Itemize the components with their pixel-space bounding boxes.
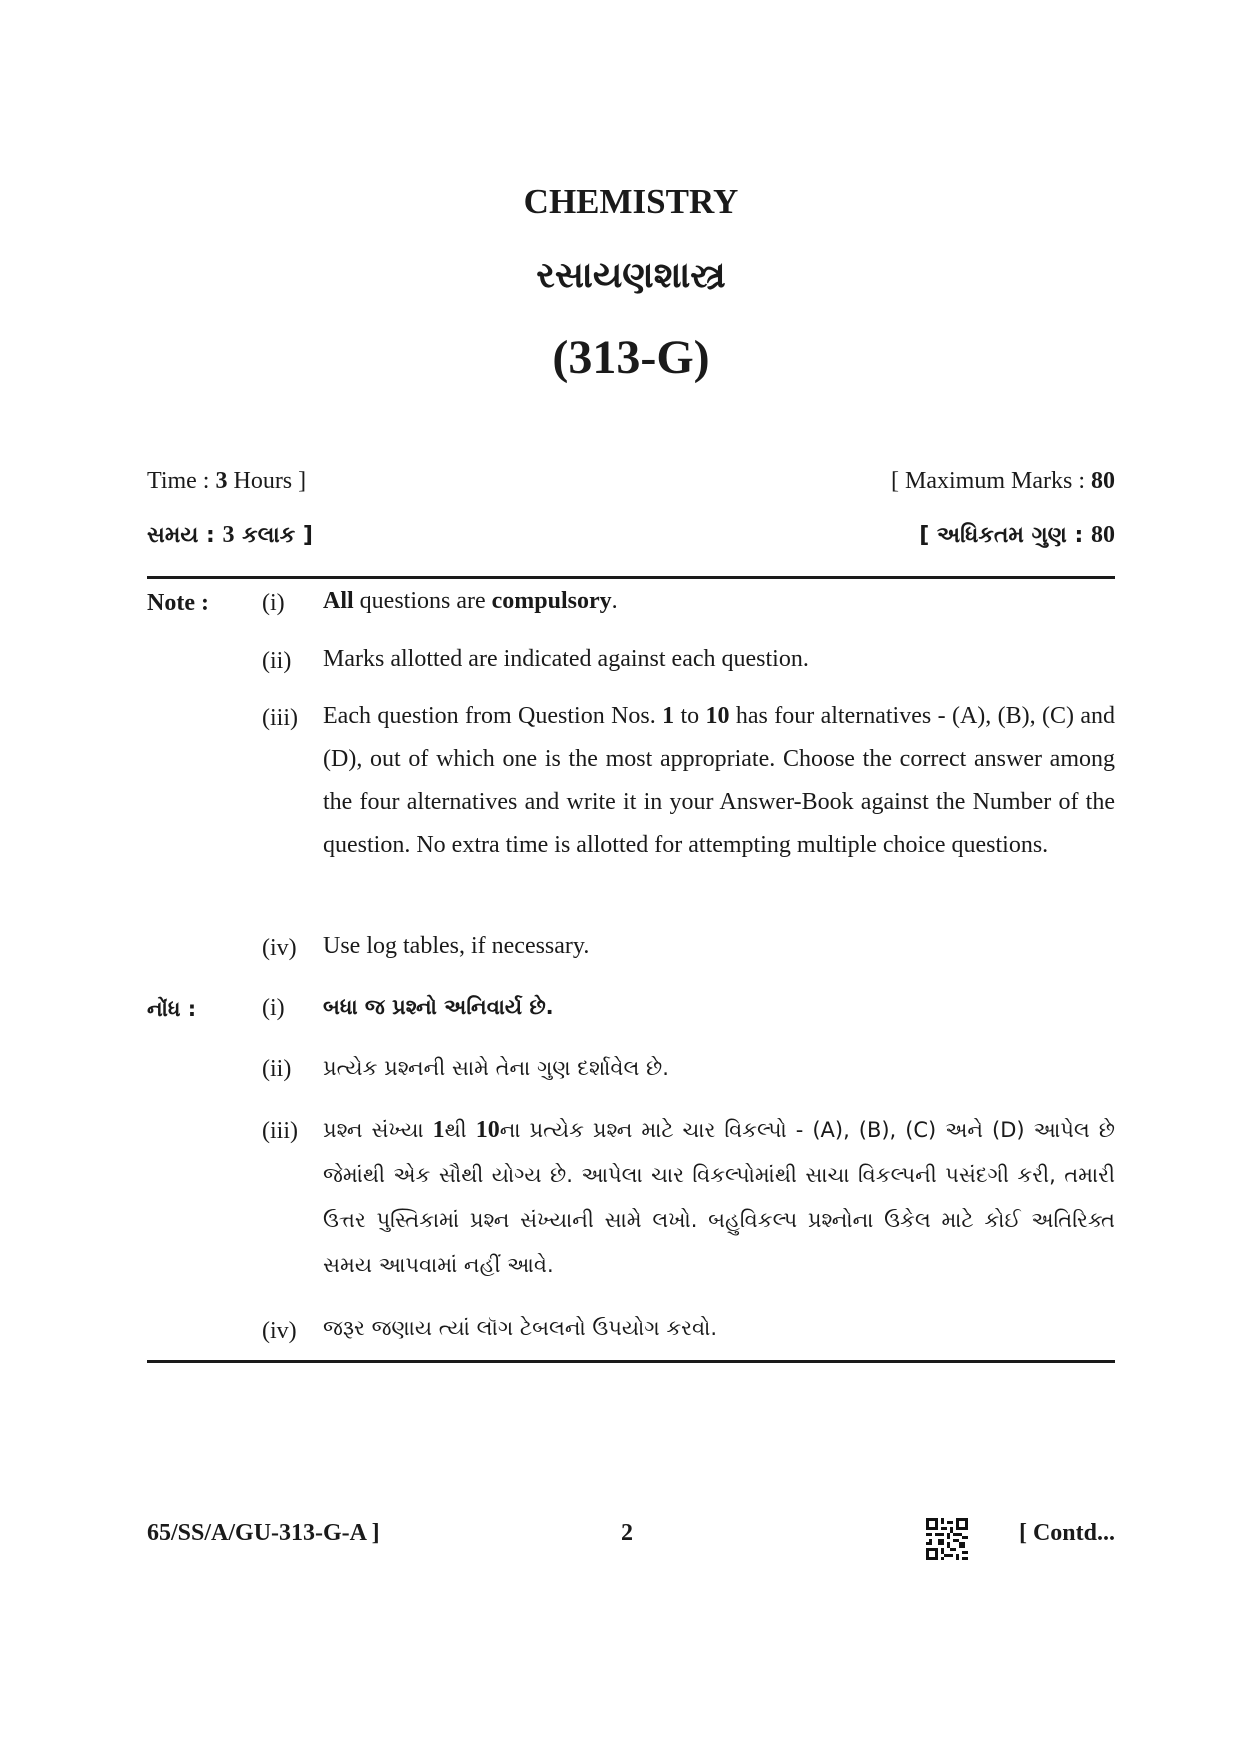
divider-top bbox=[147, 576, 1115, 579]
note-en-item-1-number: (i) bbox=[262, 590, 285, 616]
time-value-gujarati: 3 bbox=[222, 522, 235, 548]
time-value: 3 bbox=[215, 468, 228, 494]
note-heading-english: Note : bbox=[147, 590, 209, 616]
note-en-item-4-number: (iv) bbox=[262, 935, 297, 961]
marks-value-gujarati: 80 bbox=[1091, 522, 1115, 548]
note-en-item-3-number: (iii) bbox=[262, 705, 298, 731]
page-number: 2 bbox=[621, 1520, 633, 1546]
note-gu-item-1: બધા જ પ્રશ્નો અનિવાર્ય છે. bbox=[323, 995, 554, 1019]
note-gu-item-3: પ્રશ્ન સંખ્યા 1થી 10ના પ્રત્યેક પ્રશ્ન માટે ચાર વિકલ્પો - (A), (B), (C) અને (D) આપેલ છે જેમાંથી એક સૌથી યોગ્ય છે. આપેલા ચાર વિકલ્પોમાંથી સાચા વિકલ્પની પસંદગી કરી, તમારી ઉત્તર પુસ્તિકામાં પ્રશ્ન સંખ્યાની સામે લખો. બહુવિકલ્પ પ્રશ્નોના ઉકેલ માટે કોઈ અતિરિક્ત સમય આપવામાં નહીં આવે. bbox=[323, 1117, 1116, 1277]
time-unit-gujarati: કલાક ] bbox=[234, 523, 313, 548]
note-gu-item-1-number: (i) bbox=[262, 995, 285, 1021]
time-unit: Hours ] bbox=[227, 468, 307, 494]
note-gu-item-2: પ્રત્યેક પ્રશ્નની સામે તેના ગુણ દર્શાવેલ છે. bbox=[323, 1056, 669, 1080]
marks-label-gujarati: [ અધિકતમ ગુણ : bbox=[919, 523, 1091, 548]
note-gu-item-2-number: (ii) bbox=[262, 1056, 292, 1082]
marks-label: [ Maximum Marks : bbox=[891, 468, 1091, 494]
paper-code: (313-G) bbox=[552, 331, 710, 384]
note-en-item-2: Marks allotted are indicated against each question. bbox=[323, 646, 809, 672]
note-heading-gujarati: નોંધ : bbox=[147, 997, 197, 1021]
marks-value: 80 bbox=[1091, 468, 1115, 494]
footer-paper-code: 65/SS/A/GU-313-G-A ] bbox=[147, 1520, 380, 1546]
time-info-gujarati bbox=[147, 522, 313, 549]
note-en-item-4: Use log tables, if necessary. bbox=[323, 933, 590, 959]
time-label-gujarati: સમય : bbox=[147, 523, 223, 548]
note-en-item-1: All questions are compulsory. bbox=[323, 588, 618, 614]
marks-info bbox=[891, 468, 1115, 495]
qr-code-icon bbox=[926, 1518, 968, 1560]
time-label: Time : bbox=[147, 468, 216, 494]
note-gu-item-4-number: (iv) bbox=[262, 1318, 297, 1344]
continued-label: [ Contd... bbox=[1018, 1520, 1115, 1546]
note-gu-item-3-number: (iii) bbox=[262, 1118, 298, 1144]
note-en-item-2-number: (ii) bbox=[262, 648, 292, 674]
note-en-item-3: Each question from Question Nos. 1 to 10 has four alternatives - (A), (B), (C) and (D), out of which one is the most appropriate. Choose the correct answer among the four alternatives and write it in your Answer-Book against the Number of the question. No extra time is allotted for attempting multiple choice questions. bbox=[323, 703, 1115, 858]
marks-info-gujarati bbox=[919, 522, 1115, 549]
note-gu-item-4: જરૂર જણાય ત્યાં લૉગ ટેબલનો ઉપયોગ કરવો. bbox=[323, 1316, 718, 1340]
subject-title-english: CHEMISTRY bbox=[523, 182, 739, 221]
divider-bottom bbox=[147, 1360, 1115, 1363]
subject-title-gujarati: રસાયણશાસ્ત્ર bbox=[536, 255, 726, 296]
time-info bbox=[147, 468, 306, 495]
